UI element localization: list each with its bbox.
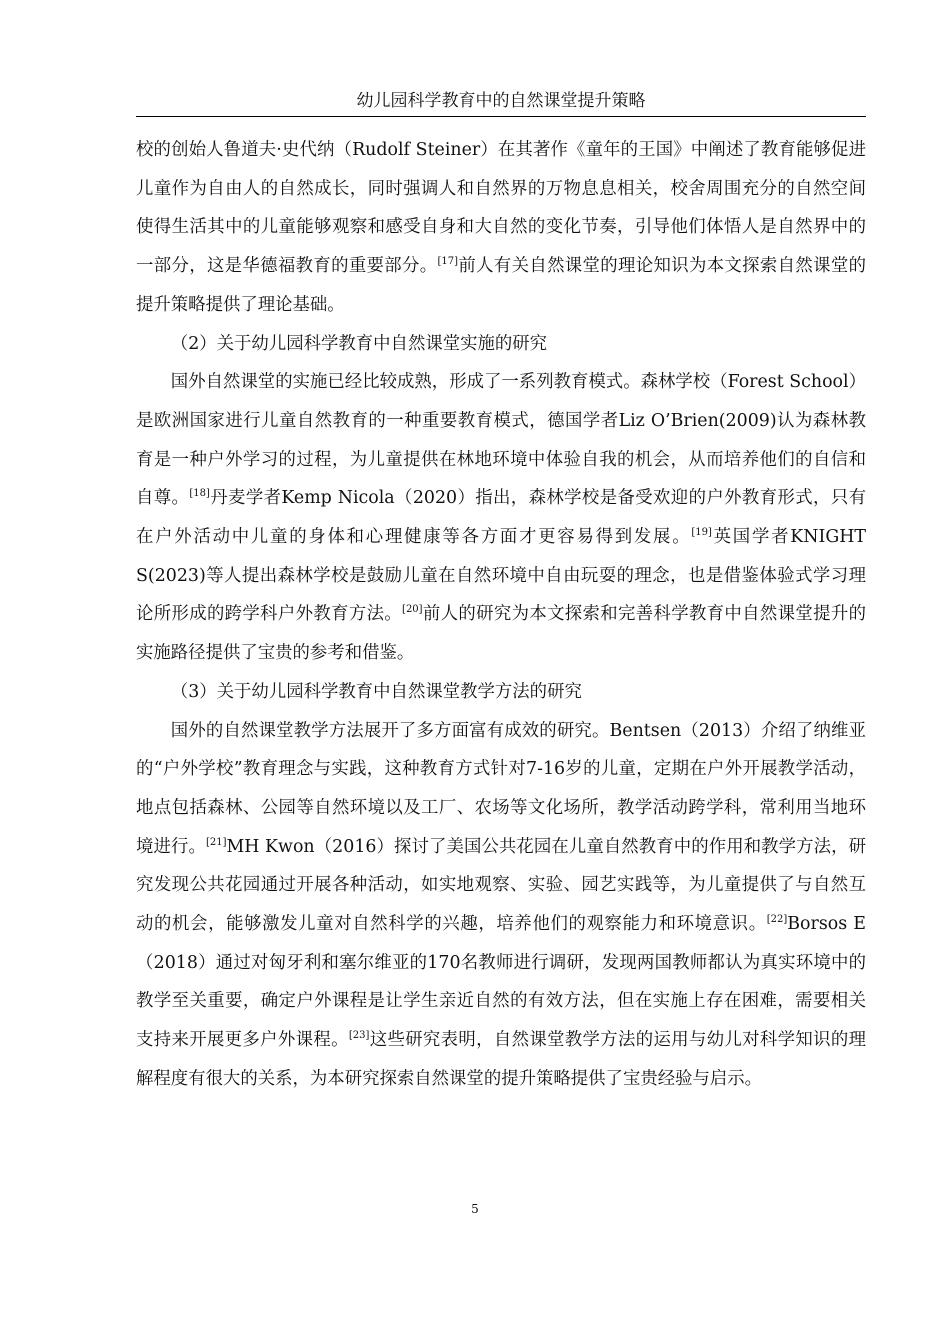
citation: [17] (437, 256, 459, 268)
page-number: 5 (471, 1202, 479, 1216)
citation: [22] (766, 914, 788, 926)
citation: [21] (205, 836, 227, 848)
heading-text: （3）关于幼儿园科学教育中自然课堂教学方法的研究 (170, 681, 582, 702)
text-run: 国外自然课堂的实施已经比较成熟，形成了一系列教育模式。森林学校（Forest School）是欧洲国家进行儿童自然教育的一种重要教育模式，德国学者Liz O’Brien(2009)认为森林教育是一种户外学习的过程，为儿童提供在林地环境中体验自我的机会，从而培养他们的自信和自尊。 (136, 372, 866, 509)
citation: [20] (402, 604, 423, 616)
text-run: 这些研究表明，自然课堂教学方法的运用与幼儿对科学知识的理解程度有很大的关系，为本研究探索自然课堂的提升策略提供了宝贵经验与启示。 (136, 1030, 866, 1089)
text-run: 前人有关自然课堂的理论知识为本文探索自然课堂的提升策略提供了理论基础。 (136, 256, 866, 315)
text-run: Borsos E（2018）通过对匈牙利和塞尔维亚的170名教师进行调研，发现两国教师都认为真实环境中的教学至关重要，确定户外课程是让学生亲近自然的有效方法，但在实施上存在困难，需要相关支持来开展更多户外课程。 (136, 914, 866, 1051)
paragraph-waldorf-theory (136, 131, 866, 325)
section-heading-teaching-methods (136, 673, 866, 712)
text-run: 前人的研究为本文探索和完善科学教育中自然课堂提升的实施路径提供了宝贵的参考和借鉴。 (136, 604, 866, 664)
paragraph-forest-school (136, 363, 866, 673)
header-rule (136, 116, 866, 117)
text-run: 校的创始人鲁道夫·史代纳（Rudolf Steiner）在其著作《童年的王国》中阐述了教育能够促进儿童作为自由人的自然成长，同时强调人和自然界的万物息息相关，校舍周围充分的自然空间使得生活其中的儿童能够观察和感受自身和大自然的变化节奏，引导他们体悟人是自然界中的一部分，这是华德福教育的重要部分。 (136, 140, 866, 277)
text-run: 丹麦学者Kemp Nicola（2020）指出，森林学校是备受欢迎的户外教育形式，只有在户外活动中儿童的身体和心理健康等各方面才更容易得到发展。 (136, 488, 866, 548)
body-text (136, 131, 866, 1099)
paragraph-teaching-methods (136, 712, 866, 1099)
heading-text: （2）关于幼儿园科学教育中自然课堂实施的研究 (170, 333, 548, 354)
citation: [18] (189, 488, 210, 500)
running-header: 幼儿园科学教育中的自然课堂提升策略 (356, 91, 646, 111)
citation: [19] (691, 527, 712, 539)
text-run: MH Kwon（2016）探讨了美国公共花园在儿童自然教育中的作用和教学方法，研究发现公共花园通过开展各种活动，如实地观察、实验、园艺实践等，为儿童提供了与自然互动的机会，能够激发儿童对自然科学的兴趣，培养他们的观察能力和环境意识。 (136, 836, 866, 935)
text-run: 英国学者KNIGHT S(2023)等人提出森林学校是鼓励儿童在自然环境中自由玩耍的理念，也是借鉴体验式学习理论所形成的跨学科户外教育方法。 (136, 527, 866, 625)
citation: [23] (348, 1030, 370, 1042)
section-heading-implementation (136, 325, 866, 364)
text-run: 国外的自然课堂教学方法展开了多方面富有成效的研究。Bentsen（2013）介绍了纳维亚的“户外学校”教育理念与实践，这种教育方式针对7-16岁的儿童，定期在户外开展教学活动，地点包括森林、公园等自然环境以及工厂、农场等文化场所，教学活动跨学科，常利用当地环境进行。 (136, 720, 866, 857)
